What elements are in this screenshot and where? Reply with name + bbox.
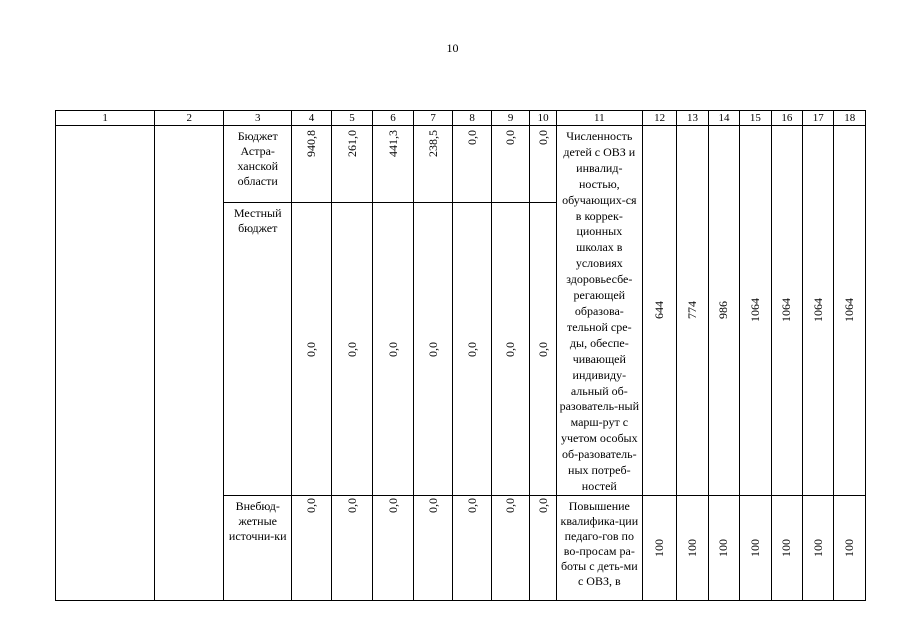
value-cell (373, 126, 414, 203)
header-cell: 18 (834, 111, 866, 126)
indicator-value: 644 (652, 301, 667, 320)
value-cell (491, 126, 530, 203)
value-cell (413, 126, 453, 203)
header-cell: 15 (740, 111, 771, 126)
indicator-value-cell (771, 126, 802, 496)
value-cell (373, 495, 414, 600)
header-cell: 4 (292, 111, 332, 126)
indicator-value-cell (740, 495, 771, 600)
value-cell (292, 126, 332, 203)
header-cell: 14 (708, 111, 739, 126)
indicator-value: 100 (842, 538, 857, 557)
value-cell (453, 495, 492, 600)
header-cell: 2 (155, 111, 224, 126)
value-cell (373, 203, 414, 495)
header-cell: 12 (642, 111, 676, 126)
indicator-value-cell (834, 126, 866, 496)
header-cell: 17 (803, 111, 834, 126)
value-cell (292, 203, 332, 495)
header-cell: 7 (413, 111, 453, 126)
header-cell: 3 (224, 111, 292, 126)
value-text: 0,0 (464, 341, 479, 357)
value-text: 238,5 (425, 130, 440, 157)
regional-budget-row (56, 126, 866, 203)
indicator-value-cell (642, 126, 676, 496)
value-text: 0,0 (385, 497, 400, 513)
value-text: 0,0 (385, 341, 400, 357)
indicator-value: 1064 (842, 298, 857, 323)
value-text: 0,0 (535, 130, 550, 145)
indicator-value-cell (642, 495, 676, 600)
header-cell: 9 (491, 111, 530, 126)
header-cell: 16 (771, 111, 802, 126)
indicator-value: 986 (716, 301, 731, 320)
indicator-value: 1064 (810, 298, 825, 323)
value-text: 0,0 (344, 341, 359, 357)
value-cell (530, 203, 556, 495)
funding-source-local: Местный бюджет (224, 203, 292, 495)
page-number: 10 (446, 41, 459, 55)
header-cell: 11 (556, 111, 642, 126)
indicator-value: 100 (810, 538, 825, 557)
value-cell (530, 126, 556, 203)
indicator-value: 100 (779, 538, 794, 557)
funding-source-regional: Бюджет Астра-ханской области (224, 126, 292, 203)
indicator-value: 1064 (779, 298, 794, 323)
indicator-description: Численность детей с ОВЗ и инвалид-ностью, обучающих-ся в коррек-ционных школах в условиях здоровьесбе-регающей образова-тельной сре-ды, обеспе-чивающей индивиду-альный об-разователь-ный марш-рут с учетом особых об-разователь-ных потреб-ностей (556, 126, 642, 496)
budget-table (55, 110, 866, 601)
header-cell: 13 (677, 111, 708, 126)
indicator-value-cell (771, 495, 802, 600)
value-text: 0,0 (503, 497, 518, 513)
indicator-value: 774 (685, 301, 700, 320)
indicator-value-cell (740, 126, 771, 496)
value-cell (491, 495, 530, 600)
value-text: 940,8 (303, 130, 318, 157)
indicator-value-cell (677, 495, 708, 600)
header-cell: 1 (56, 111, 155, 126)
indicator-value-cell (834, 495, 866, 600)
indicator-value-cell (803, 495, 834, 600)
header-cell: 6 (373, 111, 414, 126)
indicator-value: 100 (716, 538, 731, 557)
value-cell (491, 203, 530, 495)
indicator-value: 1064 (747, 298, 762, 323)
value-text: 0,0 (425, 341, 440, 357)
value-cell (413, 203, 453, 495)
header-cell: 8 (453, 111, 492, 126)
value-text: 441,3 (385, 130, 400, 157)
funding-source-extrabudget: Внебюд-жетные источни-ки (224, 495, 292, 600)
indicator-value: 100 (747, 538, 762, 557)
indicator-value-cell (677, 126, 708, 496)
value-text: 0,0 (464, 130, 479, 145)
col2-cell (155, 126, 224, 601)
col1-cell (56, 126, 155, 601)
value-text: 0,0 (425, 497, 440, 513)
value-text: 0,0 (503, 341, 518, 357)
value-cell (453, 203, 492, 495)
value-text: 0,0 (344, 497, 359, 513)
value-cell (413, 495, 453, 600)
header-cell: 10 (530, 111, 556, 126)
value-text: 0,0 (464, 497, 479, 513)
value-text: 0,0 (535, 497, 550, 513)
indicator-description: Повышение квалифика-ции педаго-гов по во-просам ра-боты с деть-ми с ОВЗ, в (556, 495, 642, 600)
value-text: 261,0 (344, 130, 359, 157)
value-cell (331, 203, 373, 495)
value-cell (331, 126, 373, 203)
value-text: 0,0 (303, 497, 318, 513)
header-cell: 5 (331, 111, 373, 126)
indicator-value-cell (708, 495, 739, 600)
value-text: 0,0 (303, 341, 318, 357)
value-text: 0,0 (503, 130, 518, 145)
value-cell (530, 495, 556, 600)
value-cell (453, 126, 492, 203)
value-cell (331, 495, 373, 600)
header-row (56, 111, 866, 126)
indicator-value: 100 (652, 538, 667, 557)
indicator-value-cell (803, 126, 834, 496)
indicator-value-cell (708, 126, 739, 496)
value-cell (292, 495, 332, 600)
indicator-value: 100 (685, 538, 700, 557)
value-text: 0,0 (535, 341, 550, 357)
